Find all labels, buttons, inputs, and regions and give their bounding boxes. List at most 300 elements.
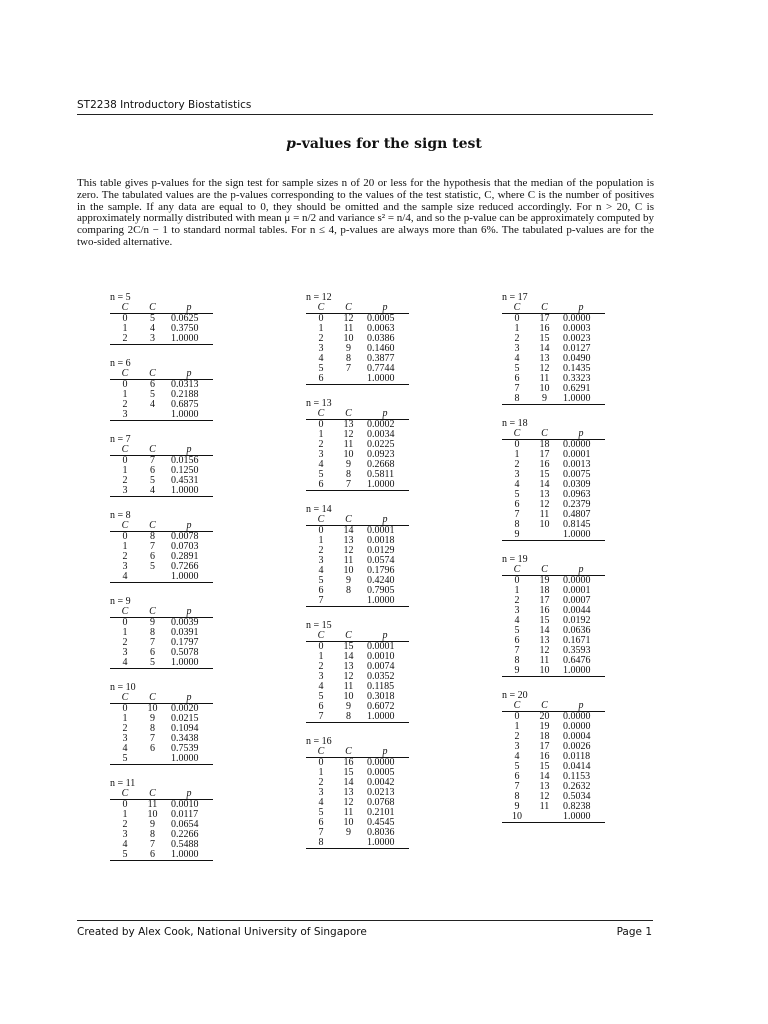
cell-c-complement: 7 <box>346 479 351 490</box>
cell-c-complement: 14 <box>343 651 354 662</box>
table-header-row <box>306 409 409 420</box>
cell-c-complement: 17 <box>539 449 550 460</box>
cell-c-complement: 7 <box>150 637 155 648</box>
cell-p-value: 0.0129 <box>367 545 395 556</box>
cell-c: 0 <box>122 531 128 542</box>
header-c: C <box>513 700 521 711</box>
cell-c: 7 <box>514 509 520 520</box>
cell-p-value: 0.0386 <box>367 333 395 344</box>
cell-c-complement: 6 <box>150 465 155 476</box>
cell-c: 3 <box>514 469 520 480</box>
cell-p-value: 1.0000 <box>563 665 591 676</box>
sample-size-block <box>110 682 230 765</box>
cell-c: 4 <box>514 751 520 762</box>
cell-p-value: 0.0001 <box>563 585 591 596</box>
cell-p-value: 0.0117 <box>171 809 199 820</box>
cell-c: 8 <box>514 655 520 666</box>
cell-c-complement: 10 <box>343 565 354 576</box>
cell-c: 7 <box>318 711 324 722</box>
cell-c: 4 <box>318 681 324 692</box>
cell-c-complement: 14 <box>539 771 550 782</box>
cell-c: 4 <box>514 615 520 626</box>
cell-c-complement <box>140 754 165 765</box>
cell-c: 7 <box>514 781 520 792</box>
cell-c: 1 <box>318 323 324 334</box>
cell-p-value: 0.5488 <box>171 839 199 850</box>
cell-c-complement: 7 <box>150 541 155 552</box>
header-c-complement: C <box>541 700 548 711</box>
cell-c: 5 <box>122 849 128 860</box>
table-header-row <box>110 789 213 800</box>
cell-p-value: 1.0000 <box>171 849 199 860</box>
cell-c: 5 <box>318 691 324 702</box>
cell-c-complement: 9 <box>346 827 351 838</box>
cell-c-complement: 4 <box>150 323 155 334</box>
cell-c-complement: 16 <box>343 757 354 768</box>
cell-p-value: 0.0007 <box>563 595 591 606</box>
cell-c-complement: 9 <box>346 459 351 470</box>
sample-size-block <box>502 554 622 677</box>
cell-c: 1 <box>122 627 128 638</box>
cell-c-complement: 5 <box>150 313 155 324</box>
cell-c: 1 <box>514 449 520 460</box>
p-value-table <box>306 515 409 607</box>
page-title <box>0 136 768 152</box>
cell-c: 0 <box>122 617 128 628</box>
cell-p-value: 0.5034 <box>563 791 591 802</box>
cell-p-value: 0.0010 <box>171 799 199 810</box>
cell-p-value: 0.8036 <box>367 827 395 838</box>
cell-c: 5 <box>318 807 324 818</box>
cell-c: 2 <box>122 819 128 830</box>
cell-c: 1 <box>122 389 128 400</box>
cell-c-complement: 9 <box>346 701 351 712</box>
cell-c-complement: 3 <box>150 333 155 344</box>
sample-size-label: n = 9 <box>110 596 131 607</box>
cell-p-value: 0.1185 <box>367 681 395 692</box>
cell-c-complement: 18 <box>539 731 550 742</box>
p-value-table <box>110 445 213 497</box>
cell-c: 2 <box>318 333 324 344</box>
header-p: p <box>186 788 192 799</box>
sample-size-block <box>306 504 426 607</box>
cell-c: 3 <box>318 343 324 354</box>
cell-c: 2 <box>318 545 324 556</box>
cell-c: 6 <box>514 373 520 384</box>
cell-p-value: 0.1671 <box>563 635 591 646</box>
cell-c: 3 <box>122 485 128 496</box>
cell-c: 3 <box>122 829 128 840</box>
cell-p-value: 1.0000 <box>367 479 395 490</box>
cell-c: 2 <box>514 731 520 742</box>
cell-p-value: 0.0005 <box>367 313 395 324</box>
cell-c: 1 <box>318 535 324 546</box>
cell-c: 7 <box>514 383 520 394</box>
cell-c: 5 <box>122 753 128 764</box>
table-header-row <box>502 429 605 440</box>
cell-c: 7 <box>318 827 324 838</box>
cell-c: 0 <box>122 703 128 714</box>
cell-c: 2 <box>122 637 128 648</box>
cell-c: 0 <box>514 313 520 324</box>
cell-p-value: 1.0000 <box>563 393 591 404</box>
cell-p-value: 0.0005 <box>367 767 395 778</box>
table-column-1 <box>110 292 230 874</box>
cell-c: 8 <box>514 519 520 530</box>
cell-p-value: 0.0574 <box>367 555 395 566</box>
cell-c: 0 <box>122 455 128 466</box>
cell-p-value: 0.0156 <box>171 455 199 466</box>
p-value-table <box>306 409 409 491</box>
footer-credit: Created by Alex Cook, National University of Singapore <box>77 926 367 938</box>
header-c: C <box>121 606 129 617</box>
table-header-row <box>306 747 409 758</box>
cell-p-value: 0.0023 <box>563 333 591 344</box>
cell-c-complement: 8 <box>150 829 155 840</box>
cell-c: 2 <box>122 399 128 410</box>
cell-c-complement: 11 <box>343 439 354 450</box>
sample-size-label: n = 6 <box>110 358 131 369</box>
table-header-row <box>110 607 213 618</box>
page-number: Page 1 <box>616 926 652 938</box>
cell-c-complement: 11 <box>539 655 550 666</box>
table-header-row <box>110 445 213 456</box>
sample-size-label: n = 19 <box>502 554 528 565</box>
header-c: C <box>513 302 521 313</box>
cell-c: 9 <box>514 665 520 676</box>
cell-c-complement: 9 <box>150 713 155 724</box>
sample-size-block <box>502 418 622 541</box>
cell-c-complement <box>336 596 361 607</box>
cell-c: 2 <box>122 333 128 344</box>
header-p: p <box>578 302 584 313</box>
cell-c-complement: 4 <box>150 485 155 496</box>
cell-c: 10 <box>512 811 522 822</box>
cell-c: 1 <box>514 585 520 596</box>
cell-p-value: 0.3750 <box>171 323 199 334</box>
cell-c: 6 <box>514 635 520 646</box>
cell-p-value: 0.0044 <box>563 605 591 616</box>
cell-p-value: 0.0001 <box>563 449 591 460</box>
cell-p-value: 0.0391 <box>171 627 199 638</box>
cell-c: 2 <box>514 333 520 344</box>
sample-size-label: n = 13 <box>306 398 332 409</box>
cell-c-complement: 12 <box>343 429 354 440</box>
header-c: C <box>317 408 325 419</box>
cell-c-complement: 15 <box>539 615 550 626</box>
cell-c: 4 <box>514 353 520 364</box>
header-c: C <box>121 520 129 531</box>
cell-c: 4 <box>122 657 128 668</box>
cell-p-value: 1.0000 <box>171 409 199 420</box>
cell-c: 3 <box>318 787 324 798</box>
table-row <box>110 486 213 497</box>
cell-c-complement: 13 <box>539 489 550 500</box>
table-header-row <box>110 521 213 532</box>
cell-c: 2 <box>122 475 128 486</box>
cell-c: 8 <box>318 837 324 848</box>
cell-c: 0 <box>514 439 520 450</box>
cell-c: 9 <box>514 529 520 540</box>
cell-p-value: 0.0352 <box>367 671 395 682</box>
cell-c-complement: 7 <box>346 363 351 374</box>
cell-c-complement: 7 <box>150 733 155 744</box>
cell-c-complement <box>532 530 557 541</box>
cell-p-value: 0.8238 <box>563 801 591 812</box>
cell-c: 0 <box>318 641 324 652</box>
cell-c-complement: 10 <box>147 809 158 820</box>
cell-c-complement: 8 <box>150 723 155 734</box>
cell-c-complement: 20 <box>539 711 550 722</box>
cell-p-value: 0.6291 <box>563 383 591 394</box>
sample-size-block <box>306 736 426 849</box>
cell-p-value: 0.0020 <box>171 703 199 714</box>
cell-c-complement: 15 <box>539 761 550 772</box>
cell-p-value: 0.0042 <box>367 777 395 788</box>
cell-p-value: 0.0000 <box>563 575 591 586</box>
cell-c: 5 <box>318 469 324 480</box>
header-c-complement: C <box>149 520 156 531</box>
cell-c: 2 <box>514 595 520 606</box>
table-header-row <box>306 515 409 526</box>
cell-c-complement: 6 <box>150 551 155 562</box>
cell-p-value: 0.2379 <box>563 499 591 510</box>
cell-c: 1 <box>318 651 324 662</box>
header-c-complement: C <box>149 692 156 703</box>
cell-c: 4 <box>318 797 324 808</box>
header-c-complement: C <box>541 564 548 575</box>
cell-p-value: 0.1797 <box>171 637 199 648</box>
cell-c: 1 <box>122 323 128 334</box>
cell-c-complement: 11 <box>147 799 158 810</box>
sample-size-block <box>110 358 230 421</box>
cell-p-value: 0.0625 <box>171 313 199 324</box>
header-p: p <box>578 564 584 575</box>
table-row <box>110 572 213 583</box>
cell-c-complement: 19 <box>539 721 550 732</box>
sample-size-label: n = 18 <box>502 418 528 429</box>
cell-c-complement: 12 <box>539 499 550 510</box>
cell-c: 9 <box>514 801 520 812</box>
cell-c: 4 <box>514 479 520 490</box>
cell-p-value: 0.7744 <box>367 363 395 374</box>
cell-c-complement: 10 <box>343 333 354 344</box>
cell-c-complement <box>532 812 557 823</box>
sample-size-label: n = 5 <box>110 292 131 303</box>
cell-c-complement: 10 <box>147 703 158 714</box>
cell-c: 0 <box>514 575 520 586</box>
title-rest: -values for the sign test <box>295 136 482 152</box>
cell-c: 1 <box>122 465 128 476</box>
cell-c-complement: 9 <box>150 617 155 628</box>
cell-c: 7 <box>514 645 520 656</box>
cell-p-value: 1.0000 <box>171 753 199 764</box>
p-value-table <box>306 631 409 723</box>
table-row <box>502 666 605 677</box>
cell-c-complement: 9 <box>346 343 351 354</box>
header-c-complement: C <box>541 302 548 313</box>
cell-p-value: 0.8145 <box>563 519 591 530</box>
cell-c-complement: 12 <box>539 363 550 374</box>
header-c-complement: C <box>149 788 156 799</box>
p-value-table <box>110 369 213 421</box>
cell-c: 5 <box>514 761 520 772</box>
cell-c-complement: 12 <box>343 313 354 324</box>
cell-c: 1 <box>318 429 324 440</box>
cell-c: 6 <box>318 479 324 490</box>
cell-c-complement: 12 <box>539 791 550 802</box>
title-italic: p <box>286 136 296 152</box>
sample-size-block <box>306 398 426 491</box>
table-row <box>110 658 213 669</box>
cell-p-value: 1.0000 <box>171 657 199 668</box>
cell-c: 0 <box>122 799 128 810</box>
cell-c-complement: 11 <box>343 681 354 692</box>
cell-c-complement: 11 <box>539 801 550 812</box>
cell-p-value: 0.0000 <box>563 313 591 324</box>
cell-c: 1 <box>122 541 128 552</box>
cell-c: 4 <box>318 459 324 470</box>
table-header-row <box>502 303 605 314</box>
cell-c-complement: 12 <box>539 645 550 656</box>
cell-p-value: 0.0118 <box>563 751 591 762</box>
header-p: p <box>382 746 388 757</box>
cell-p-value: 0.0013 <box>563 459 591 470</box>
cell-c-complement: 5 <box>150 657 155 668</box>
header-c-complement: C <box>149 606 156 617</box>
cell-c-complement: 13 <box>343 535 354 546</box>
header-p: p <box>578 700 584 711</box>
cell-c-complement <box>140 410 165 421</box>
table-header-row <box>502 565 605 576</box>
cell-p-value: 0.0074 <box>367 661 395 672</box>
header-c-complement: C <box>149 302 156 313</box>
cell-c-complement: 14 <box>343 525 354 536</box>
cell-c: 6 <box>514 499 520 510</box>
cell-c: 7 <box>318 595 324 606</box>
header-p: p <box>186 444 192 455</box>
header-p: p <box>186 302 192 313</box>
cell-c-complement: 10 <box>343 449 354 460</box>
header-c-complement: C <box>345 408 352 419</box>
cell-p-value: 0.3593 <box>563 645 591 656</box>
header-c-complement: C <box>345 302 352 313</box>
cell-c-complement: 10 <box>539 519 550 530</box>
cell-c: 4 <box>122 743 128 754</box>
cell-c: 5 <box>514 363 520 374</box>
sample-size-label: n = 8 <box>110 510 131 521</box>
sample-size-label: n = 14 <box>306 504 332 515</box>
cell-c-complement: 16 <box>539 323 550 334</box>
cell-c-complement: 6 <box>150 743 155 754</box>
header-c: C <box>513 428 521 439</box>
cell-p-value: 1.0000 <box>367 373 395 384</box>
cell-c: 3 <box>514 741 520 752</box>
header-c-complement: C <box>345 514 352 525</box>
p-value-table <box>110 303 213 345</box>
cell-c-complement: 13 <box>539 781 550 792</box>
cell-p-value: 0.0026 <box>563 741 591 752</box>
table-column-3 <box>502 292 622 836</box>
header-c: C <box>121 788 129 799</box>
cell-c: 8 <box>514 393 520 404</box>
cell-p-value: 0.6875 <box>171 399 199 410</box>
cell-p-value: 0.0034 <box>367 429 395 440</box>
sample-size-label: n = 20 <box>502 690 528 701</box>
cell-p-value: 0.0000 <box>563 721 591 732</box>
cell-p-value: 0.4545 <box>367 817 395 828</box>
cell-p-value: 0.0075 <box>563 469 591 480</box>
sample-size-block <box>306 620 426 723</box>
cell-c-complement <box>336 374 361 385</box>
sample-size-label: n = 11 <box>110 778 136 789</box>
cell-c-complement: 11 <box>343 323 354 334</box>
cell-p-value: 0.0004 <box>563 731 591 742</box>
cell-c: 0 <box>318 525 324 536</box>
cell-c-complement: 10 <box>539 665 550 676</box>
table-header-row <box>110 693 213 704</box>
sample-size-block <box>502 690 622 823</box>
table-row <box>110 334 213 345</box>
cell-c-complement: 12 <box>343 797 354 808</box>
cell-c: 2 <box>318 777 324 788</box>
cell-p-value: 0.1435 <box>563 363 591 374</box>
cell-c: 1 <box>122 809 128 820</box>
p-value-table <box>110 521 213 583</box>
intro-paragraph: This table gives p-values for the sign test for sample sizes n of 20 or less for the hypothesis that the median of the population is zero. The tabulated values are the p-values corresponding to the values of the test statistic, C, where C is the number of positives in the sample. If any data are equal to 0, they should be omitted and the sample size reduced accordingly. For n > 20, C is approximately normally distributed with mean μ = n/2 and variance s² = n/4, and so the p-value can be approximately computed by comparing 2C/n − 1 to standard normal tables. For n ≤ 4, p-values are always more than 6%. The tabulated p-values are for the two-sided alternative. <box>77 177 654 248</box>
header-c: C <box>317 514 325 525</box>
header-p: p <box>186 520 192 531</box>
cell-p-value: 1.0000 <box>171 571 199 582</box>
table-row <box>502 530 605 541</box>
p-value-table <box>502 701 605 823</box>
cell-c-complement: 13 <box>343 787 354 798</box>
cell-p-value: 0.2266 <box>171 829 199 840</box>
cell-c: 1 <box>318 767 324 778</box>
header-p: p <box>382 408 388 419</box>
cell-c-complement: 6 <box>150 849 155 860</box>
sample-size-block <box>110 434 230 497</box>
cell-p-value: 1.0000 <box>367 711 395 722</box>
table-header-row <box>306 631 409 642</box>
p-value-table <box>306 747 409 849</box>
cell-c: 3 <box>318 555 324 566</box>
cell-c: 3 <box>514 343 520 354</box>
cell-p-value: 1.0000 <box>171 485 199 496</box>
sample-size-block <box>110 778 230 861</box>
cell-p-value: 0.3323 <box>563 373 591 384</box>
table-row <box>110 410 213 421</box>
header-p: p <box>382 302 388 313</box>
cell-c: 3 <box>318 449 324 460</box>
cell-c: 6 <box>318 817 324 828</box>
cell-p-value: 0.0001 <box>367 525 395 536</box>
header-c-complement: C <box>541 428 548 439</box>
cell-c: 0 <box>122 379 128 390</box>
cell-c-complement: 8 <box>346 353 351 364</box>
cell-p-value: 0.6072 <box>367 701 395 712</box>
cell-p-value: 1.0000 <box>563 811 591 822</box>
table-row <box>502 394 605 405</box>
cell-p-value: 0.7539 <box>171 743 199 754</box>
cell-p-value: 0.2891 <box>171 551 199 562</box>
cell-c-complement: 14 <box>539 479 550 490</box>
header-p: p <box>578 428 584 439</box>
cell-c: 2 <box>122 551 128 562</box>
cell-c-complement: 11 <box>343 807 354 818</box>
cell-c: 5 <box>318 363 324 374</box>
header-c: C <box>121 302 129 313</box>
